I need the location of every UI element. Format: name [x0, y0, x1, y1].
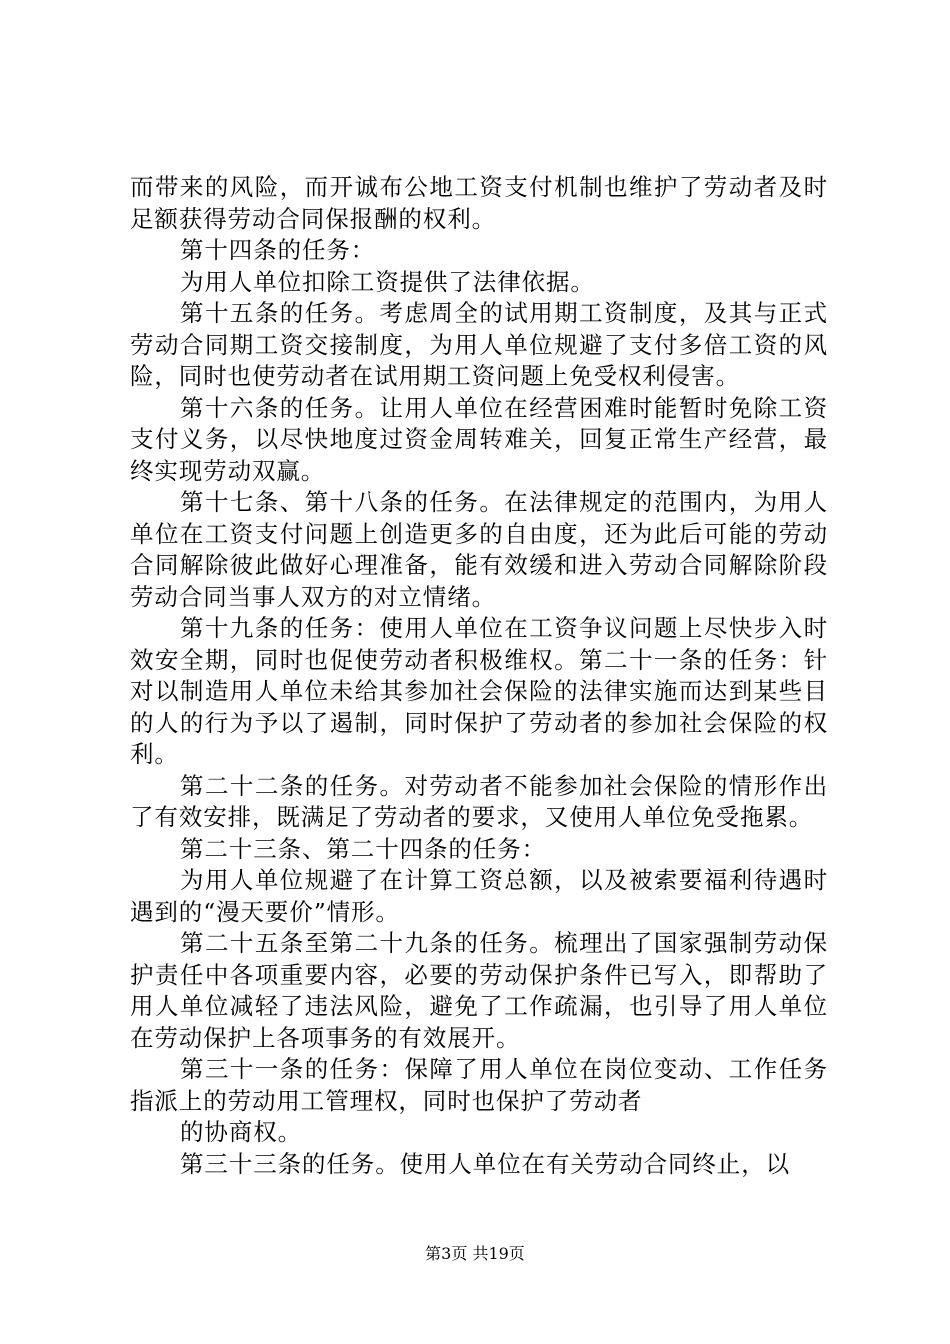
paragraph: 第二十五条至第二十九条的任务。梳理出了国家强制劳动保护责任中各项重要内容，必要的劳动保护条件已写入，即帮助了用人单位减轻了违法风险，避免了工作疏漏，也引导了用人单位在劳动保护上各项事务的有效展开。: [130, 929, 828, 1052]
paragraph: 第十五条的任务。考虑周全的试用期工资制度，及其与正式劳动合同期工资交接制度，为用人单位规避了支付多倍工资的风险，同时也使劳动者在试用期工资问题上免受权利侵害。: [130, 299, 828, 390]
document-body: [130, 172, 828, 1180]
paragraph: 第十四条的任务：: [180, 236, 376, 264]
paragraph: 第三十三条的任务。使用人单位在有关劳动合同终止，以: [180, 1149, 790, 1178]
paragraph: 第十七条、第十八条的任务。在法律规定的范围内，为用人单位在工资支付问题上创造更多的自由度，还为此后可能的劳动合同解除彼此做好心理准备，能有效缓和进入劳动合同解除阶段劳动合同当事人双方的对立情绪。: [130, 488, 828, 611]
paragraph: 为用人单位规避了在计算工资总额，以及被索要福利待遇时遇到的“漫天要价”情形。: [130, 866, 828, 926]
paragraph: 为用人单位扣除工资提供了法律依据。: [180, 267, 595, 296]
paragraph: 第十九条的任务：使用人单位在工资争议问题上尽快步入时效安全期，同时也促使劳动者积极维权。第二十一条的任务：针对以制造用人单位未给其参加社会保险的法律实施而达到某些目的人的行为予以了遏制，同时保护了劳动者的参加社会保险的权利。: [130, 614, 828, 768]
paragraph: 第三十一条的任务：保障了用人单位在岗位变动、工作任务指派上的劳动用工管理权，同时也保护了劳动者: [130, 1055, 828, 1115]
page-footer: [0, 1244, 950, 1264]
paragraph: 的协商权。: [180, 1118, 302, 1146]
page-number-label: 第3页 共19页: [425, 1244, 525, 1263]
paragraph: 第二十二条的任务。对劳动者不能参加社会保险的情形作出了有效安排，既满足了劳动者的要求，又使用人单位免受拖累。: [130, 771, 828, 831]
paragraph: 第二十三条、第二十四条的任务：: [180, 834, 546, 863]
paragraph: 第十六条的任务。让用人单位在经营困难时能暂时免除工资支付义务，以尽快地度过资金周转难关，回复正常生产经营，最终实现劳动双赢。: [130, 393, 828, 485]
paragraph: 而带来的风险，而开诚布公地工资支付机制也维护了劳动者及时足额获得劳动合同保报酬的权利。: [130, 173, 828, 233]
